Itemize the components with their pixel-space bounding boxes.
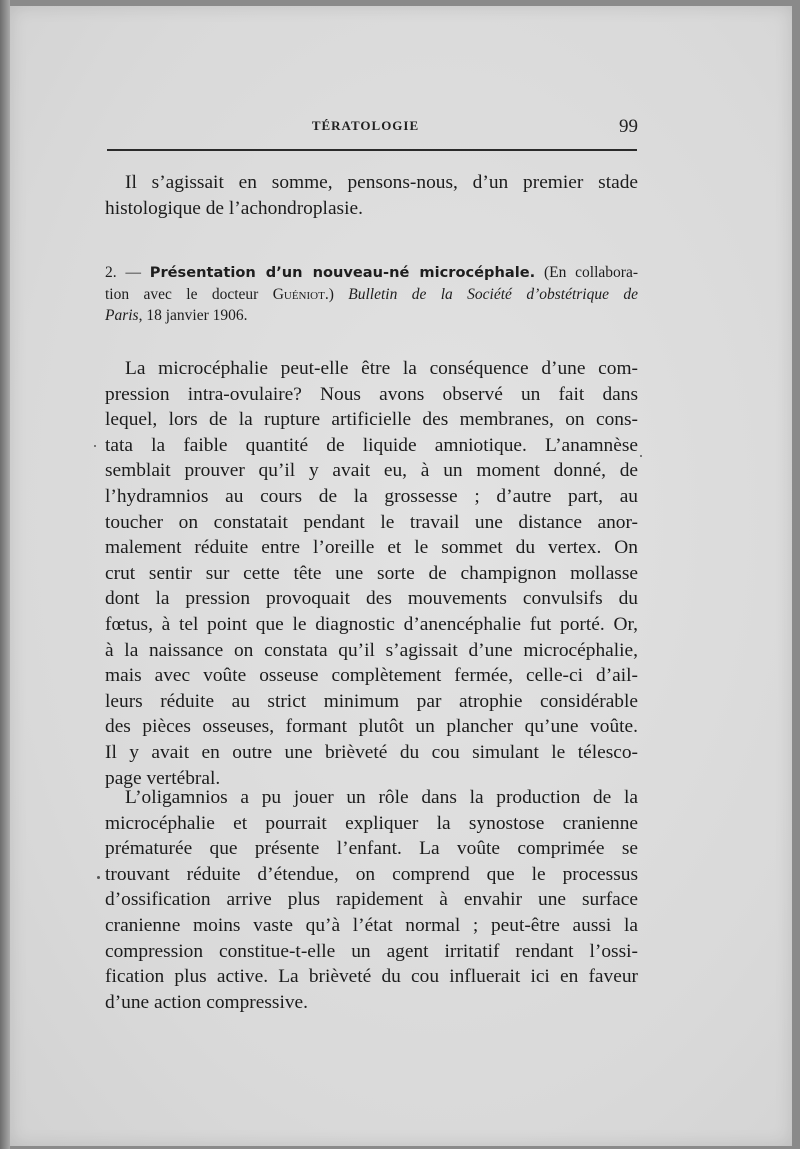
bibliography-item — [105, 262, 638, 327]
page-shadow-edge — [0, 0, 10, 1149]
text-line: à la naissance on constata qu’il s’agissait d’une microcéphalie, — [105, 639, 638, 661]
text-line: crut sentir sur cette tête une sorte de champignon mollasse — [105, 562, 638, 584]
item-collab-cont: tion avec le docteur — [105, 285, 273, 303]
text-line: leurs réduite au strict minimum par atrophie considérable — [105, 690, 638, 712]
text-line: tata la faible quantité de liquide amniotique. L’anamnèse — [105, 434, 638, 456]
paper-speck — [97, 876, 100, 879]
intro-paragraph — [105, 170, 638, 221]
header-rule — [107, 149, 637, 151]
item-author: Guéniot — [272, 285, 325, 303]
item-collab-close: .) — [324, 285, 349, 303]
text-line: trouvant réduite d’étendue, on comprend que le processus — [105, 863, 638, 885]
text-line: semblait prouver qu’il y avait eu, à un moment donné, de — [105, 460, 638, 482]
text-line: histologique de l’achondroplasie. — [105, 197, 363, 219]
text-line: malement réduite entre l’oreille et le sommet du vertex. On — [105, 537, 638, 559]
page-number: 99 — [619, 116, 638, 137]
text-line: cranienne moins vaste qu’à l’état normal ; peut-être aussi la — [105, 914, 638, 936]
text-line: d’ossification arrive plus rapidement à envahir une surface — [105, 889, 638, 911]
text-line: microcéphalie et pourrait expliquer la synostose cranienne — [105, 812, 638, 834]
text-line: fication plus active. La brièveté du cou influerait ici en faveur — [105, 966, 638, 988]
paragraph-2 — [105, 785, 638, 1015]
text-line: fœtus, à tel point que le diagnostic d’anencéphalie fut porté. Or, — [105, 613, 638, 635]
text-line: lequel, lors de la rupture artificielle des membranes, on cons- — [105, 409, 638, 431]
item-line-2 — [105, 284, 638, 306]
text-line: Il s’agissait en somme, pensons-nous, d’un premier stade — [125, 172, 638, 193]
text-line: dont la pression provoquait des mouvements convulsifs du — [105, 588, 638, 610]
text-line: d’une action compressive. — [105, 991, 308, 1013]
text-line: toucher on constatait pendant le travail une distance anor- — [105, 511, 638, 533]
item-journal: Bulletin de la Société d’obstétrique de — [348, 285, 638, 303]
text-line: page vertébral. — [105, 767, 221, 789]
paragraph-1 — [105, 356, 638, 791]
text-line: des pièces osseuses, formant plutôt un plancher qu’une voûte. — [105, 716, 638, 738]
running-title: TÉRATOLOGIE — [311, 118, 420, 133]
item-date: , 18 janvier 1906. — [138, 307, 248, 324]
text-line: prématurée que présente l’enfant. La voûte comprimée se — [105, 838, 638, 860]
paper-speck — [640, 455, 642, 457]
text-line: pression intra-ovulaire? Nous avons observé un fait dans — [105, 383, 638, 405]
text-line: mais avec voûte osseuse complètement fermée, celle-ci d’ail- — [105, 665, 638, 687]
text-line: La microcéphalie peut-elle être la conséquence d’une com- — [125, 358, 638, 379]
item-number: 2. — — [105, 264, 150, 281]
text-line: Il y avait en outre une brièveté du cou simulant le télesco- — [105, 741, 638, 763]
item-line-3 — [105, 305, 638, 327]
item-journal-city: Paris — [105, 307, 139, 324]
text-line: compression constitue-t-elle un agent irritatif rendant l’ossi- — [105, 940, 638, 962]
text-line: l’hydramnios au cours de la grossesse ; d’autre part, au — [105, 485, 638, 507]
paper-speck — [94, 445, 96, 447]
item-line-1 — [105, 262, 638, 284]
running-header — [93, 110, 638, 140]
item-collab-open: (En collabora- — [535, 264, 638, 281]
text-line: L’oligamnios a pu jouer un rôle dans la production de la — [125, 787, 638, 808]
item-title: Présentation d’un nouveau-né microcéphale. — [149, 264, 536, 281]
